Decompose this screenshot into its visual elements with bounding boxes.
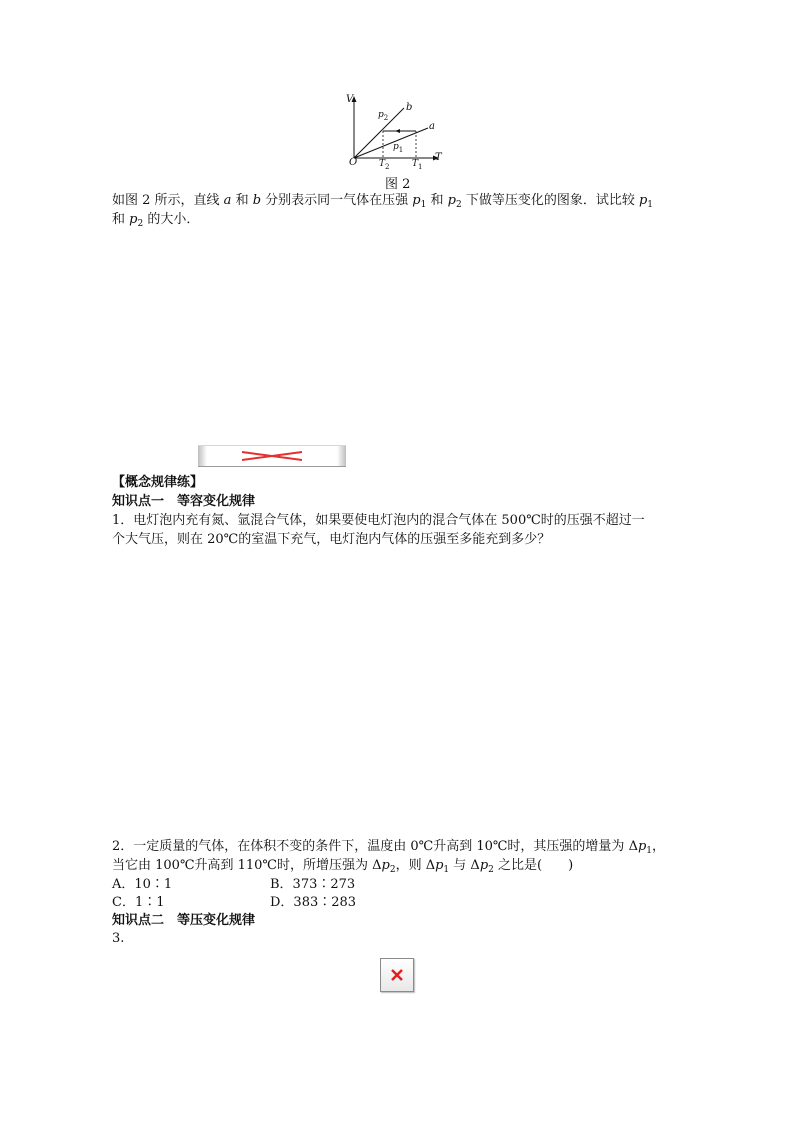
label-p2: $p_2$ bbox=[378, 110, 389, 122]
figure-2 bbox=[340, 94, 450, 174]
broken-image-placeholder bbox=[198, 445, 346, 467]
option-b: B．373∶273 bbox=[270, 877, 356, 892]
question-fig2-line2: 和 $p_2$ 的大小． bbox=[112, 212, 200, 229]
axis-v-label: V bbox=[346, 94, 354, 105]
axis-t-label: T bbox=[435, 152, 442, 163]
option-c: C．1∶1 bbox=[112, 895, 165, 910]
section-title: 【概念规律练】 bbox=[112, 475, 204, 490]
line-a-label: a bbox=[429, 121, 435, 132]
line-b-label: b bbox=[406, 102, 413, 113]
question-fig2-line1: 如图 2 所示，直线 a 和 b 分别表示同一气体在压强 $p_1$ 和 $p_2$ 下做等压变化的图象．试比较 $p_1$ bbox=[112, 193, 654, 210]
q2-line1: 2．一定质量的气体，在体积不变的条件下，温度由 0℃升高到 10℃时，其压强的增量为 $\Delta p_1$， bbox=[112, 839, 666, 856]
q3-number: 3. bbox=[112, 931, 125, 946]
line-a bbox=[354, 128, 428, 158]
knowledge-point-1: 知识点一 等容变化规律 bbox=[112, 494, 256, 509]
option-d: D．383∶283 bbox=[270, 895, 357, 910]
origin-label: O bbox=[349, 157, 358, 168]
option-a: A．10∶1 bbox=[112, 877, 173, 892]
q2-line2: 当它由 100℃升高到 110℃时，所增压强为 $\Delta p_2$，则 $\Delta p_1$ 与 $\Delta p_2$ 之比是( ) bbox=[112, 858, 574, 875]
figure-caption: 图 2 bbox=[385, 177, 411, 192]
broken-image-small bbox=[380, 958, 414, 992]
tick-t1: $T_1$ bbox=[412, 159, 423, 171]
process-arrow bbox=[395, 129, 400, 133]
tick-t2: $T_2$ bbox=[379, 159, 390, 171]
q1-line1: 1．电灯泡内充有氮、氩混合气体，如果要使电灯泡内的混合气体在 500℃时的压强不超过一 bbox=[112, 513, 645, 528]
broken-image-icon bbox=[198, 446, 346, 466]
broken-image-x-icon bbox=[381, 959, 413, 991]
q1-line2: 个大气压，则在 20℃的室温下充气，电灯泡内气体的压强至多能充到多少？ bbox=[112, 532, 551, 547]
label-p1: $p_1$ bbox=[393, 142, 404, 154]
knowledge-point-2: 知识点二 等压变化规律 bbox=[112, 913, 256, 928]
